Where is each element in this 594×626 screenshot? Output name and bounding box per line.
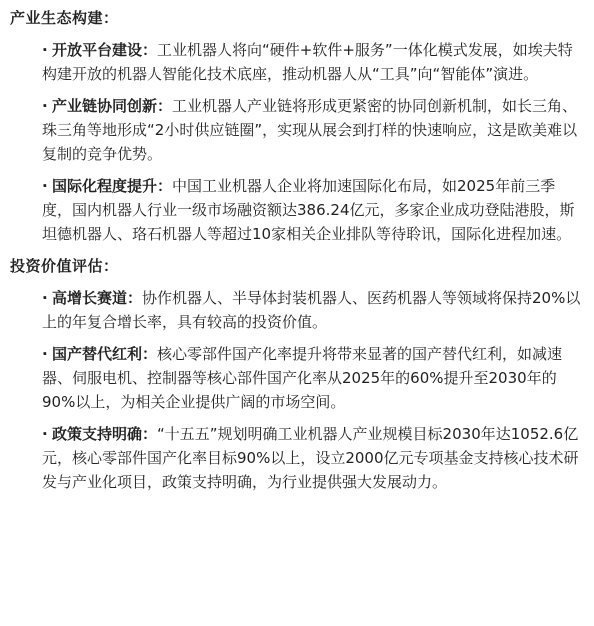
section-heading-ecosystem: 产业生态构建： xyxy=(10,9,119,27)
list-item-industry-chain xyxy=(42,94,584,166)
item-title: 国产替代红利： xyxy=(52,345,158,363)
item-title: 产业链协同创新： xyxy=(52,97,173,115)
item-title: 开放平台建设： xyxy=(52,41,158,59)
item-body: “十五五”规划明确工业机器人产业规模目标2030年达1052.6亿元，核心零部件国产化率目标90%以上，设立2000亿元专项基金支持核心技术研发与产业化项目，政策支持明确，为行业提供强大发展动力。 xyxy=(42,425,579,491)
bullet-icon: · xyxy=(42,289,48,307)
item-body: 核心零部件国产化率提升将带来显著的国产替代红利，如减速器、伺服电机、控制器等核心部件国产化率从2025年的60%提升至2030年的90%以上，为相关企业提供广阔的市场空间。 xyxy=(42,345,563,411)
list-item-policy-support xyxy=(42,422,584,494)
bullet-icon: · xyxy=(42,425,48,443)
item-body: 工业机器人将向“硬件+软件+服务”一体化模式发展，如埃夫特构建开放的机器人智能化技术底座，推动机器人从“工具”向“智能体”演进。 xyxy=(42,41,573,83)
item-title: 高增长赛道： xyxy=(52,289,143,307)
section-heading-investment: 投资价值评估： xyxy=(10,257,119,275)
item-body: 协作机器人、半导体封装机器人、医药机器人等领域将保持20%以上的年复合增长率，具有较高的投资价值。 xyxy=(42,289,581,331)
item-title: 政策支持明确： xyxy=(52,425,158,443)
bullet-icon: · xyxy=(42,41,48,59)
list-item-open-platform xyxy=(42,38,584,86)
bullet-icon: · xyxy=(42,97,48,115)
item-body: 中国工业机器人企业将加速国际化布局，如2025年前三季度，国内机器人行业一级市场融资额达386.24亿元，多家企业成功登陆港股，斯坦德机器人、珞石机器人等超过10家相关企业排队等待聆讯，国际化进程加速。 xyxy=(42,177,575,243)
item-title: 国际化程度提升： xyxy=(52,177,173,195)
list-item-internationalization xyxy=(42,174,584,246)
list-item-domestic-substitution xyxy=(42,342,584,414)
bullet-icon: · xyxy=(42,177,48,195)
list-item-high-growth xyxy=(42,286,584,334)
bullet-icon: · xyxy=(42,345,48,363)
item-body: 工业机器人产业链将形成更紧密的协同创新机制，如长三角、珠三角等地形成“2小时供应链圈”，实现从展会到打样的快速响应，这是欧美难以复制的竞争优势。 xyxy=(42,97,578,163)
